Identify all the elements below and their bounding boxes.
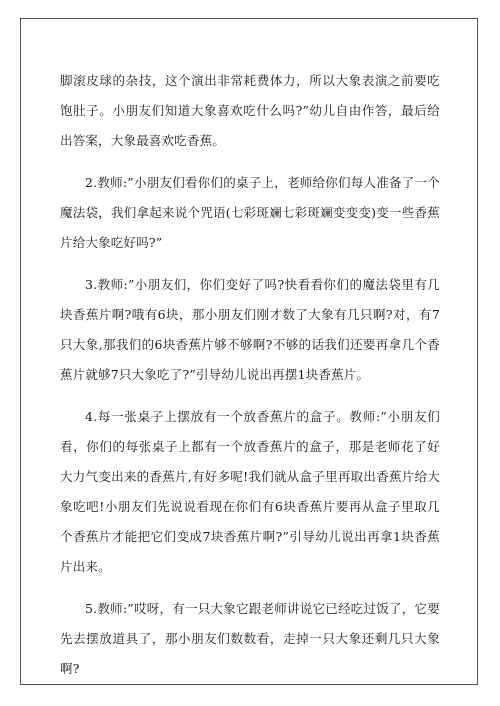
paragraph-step-5: 5.教师:”哎呀，有一只大象它跟老师讲说它已经吃过饭了，它要先去摆放道具了，那小朋友们数数看，走掉一只大象还剩几只大象啊?: [60, 601, 440, 676]
paragraph-continuation: 脚滚皮球的杂技，这个演出非常耗费体力，所以大象表演之前要吃饱肚子。小朋友们知道大象喜欢吃什么吗?”幼儿自由作答，最后给出答案，大象最喜欢吃香蕉。: [60, 73, 440, 148]
paragraph-step-2: 2.教师:”小朋友们看你们的桌子上，老师给你们每人准备了一个魔法袋，我们拿起来说个咒语(七彩斑斓七彩斑斓变变变)变一些香蕉片给大象吃好吗?”: [60, 175, 440, 250]
document-body: [60, 66, 440, 684]
paragraph-step-3: 3.教师:”小朋友们，你们变好了吗?快看看你们的魔法袋里有几块香蕉片啊?哦有6块，那小朋友们刚才数了大象有几只啊?对，有7只大象,那我们的6块香蕉片够不够啊?不够的话我们还要再拿几个香蕉片就够7只大象吃了?”引导幼儿说出再摆1块香蕉片。: [60, 277, 440, 382]
paragraph-step-4: 4.每一张桌子上摆放有一个放香蕉片的盒子。教师:”小朋友们看，你们的每张桌子上都有一个放香蕉片的盒子，那是老师花了好大力气变出来的香蕉片,有好多呢!我们就从盒子里再取出香蕉片给大象吃吧!小朋友们先说说看现在你们有6块香蕉片要再从盒子里取几个香蕉片才能把它们变成7块香蕉片啊?”引导幼儿说出再拿1块香蕉片出来。: [60, 409, 440, 574]
